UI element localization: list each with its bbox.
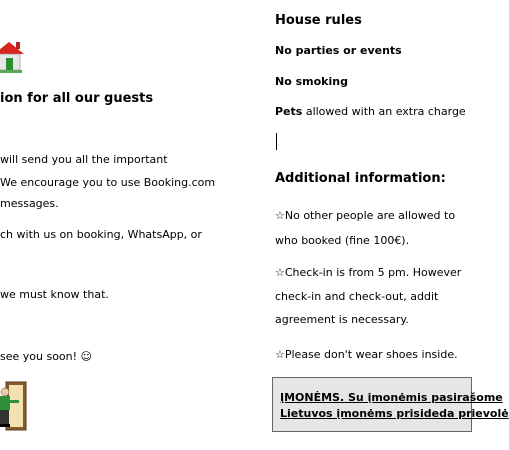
additional-info-title: Additional information: xyxy=(275,171,446,186)
rule-no-smoking: No smoking xyxy=(275,75,348,88)
house-icon xyxy=(0,38,24,74)
info-2-line-2: check-in and check-out, addit xyxy=(275,290,439,303)
left-line-2: We encourage you to use Booking.com xyxy=(0,176,216,189)
info-2-line-1: ☆Check-in is from 5 pm. However xyxy=(275,266,462,279)
info-3: ☆Please don't wear shoes inside. xyxy=(275,348,458,361)
rule-pets-label: Pets xyxy=(275,105,303,118)
left-line-4: ch with us on booking, WhatsApp, or xyxy=(0,228,202,241)
door-person-icon xyxy=(0,380,28,432)
rule-pets xyxy=(275,105,466,118)
info-1-line-2: who booked (fine 100€). xyxy=(275,234,410,247)
rule-pets-text: allowed with an extra charge xyxy=(302,105,466,118)
companies-notice-box xyxy=(272,377,509,432)
house-rules-title: House rules xyxy=(275,13,362,28)
companies-notice-line-1: ĮMONĖMS. Su įmonėmis pasirašome xyxy=(280,391,503,404)
left-line-6: see you soon! ☺ xyxy=(0,350,93,363)
rule-no-parties: No parties or events xyxy=(275,44,402,57)
welcome-heading: ion for all our guests xyxy=(0,91,154,106)
text-cursor xyxy=(276,133,277,150)
left-line-3: messages. xyxy=(0,197,59,210)
info-1-line-1: ☆No other people are allowed to xyxy=(275,209,456,222)
companies-notice-line-2: Lietuvos įmonėms prisideda prievolė xyxy=(280,407,509,420)
left-line-1: will send you all the important xyxy=(0,153,168,166)
left-line-5: we must know that. xyxy=(0,288,109,301)
info-2-line-3: agreement is necessary. xyxy=(275,313,409,326)
